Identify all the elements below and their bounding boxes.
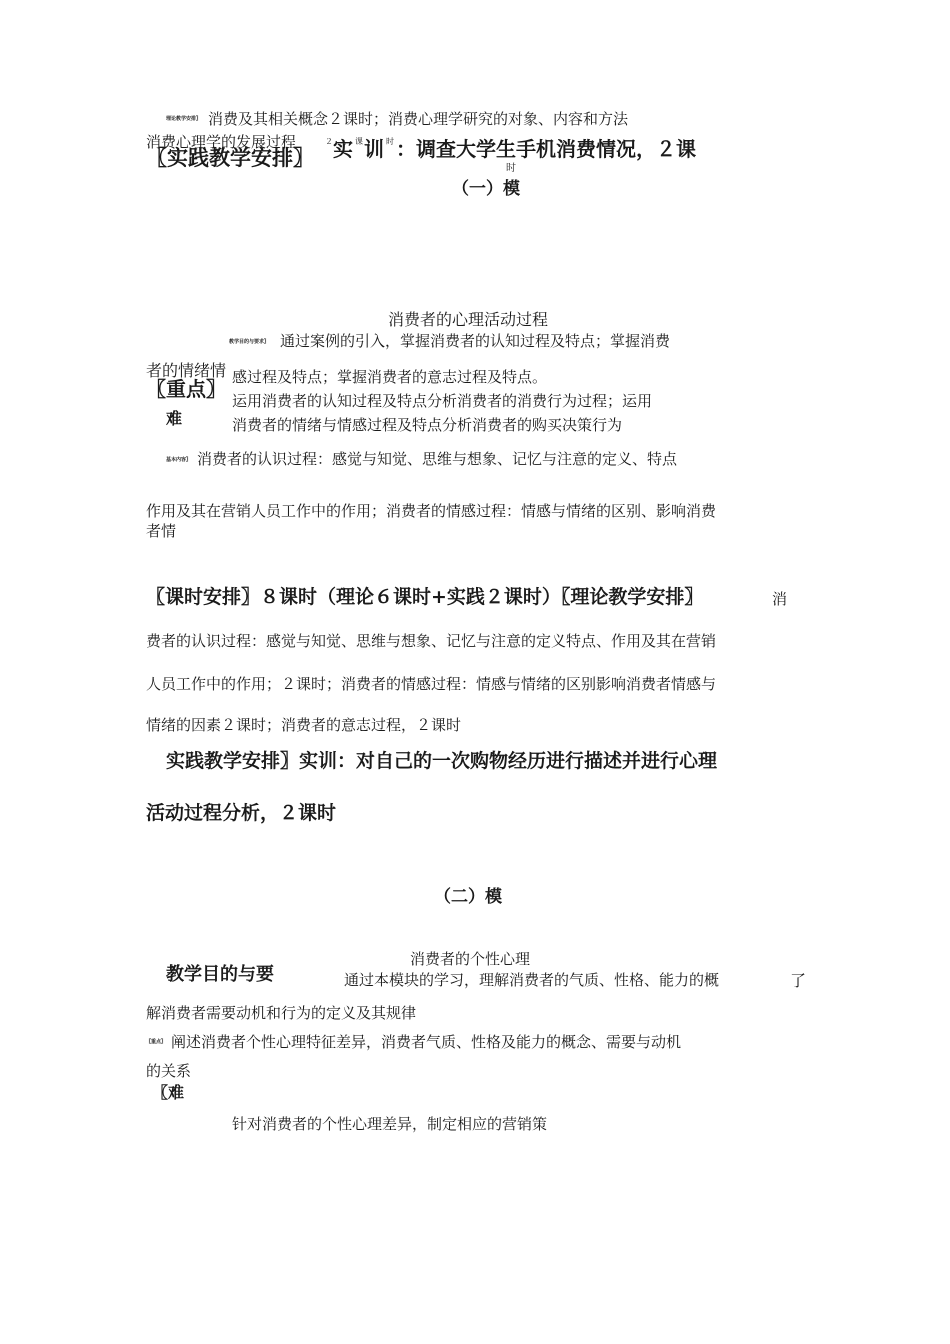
theory-line-2: 消费心理学的发展过程	[146, 133, 297, 151]
module-2-header: （二）模	[434, 887, 502, 907]
theory-arrangement-label: 理论教学安排〗	[166, 116, 202, 122]
hours-tail: 消	[772, 590, 788, 608]
superscript-2: ２	[325, 137, 333, 146]
module-2-line-5: 针对消费者的个性心理差异，制定相应的营销策	[232, 1115, 548, 1133]
goals-overlap-text: 者的情绪情	[146, 361, 227, 380]
module-2-le: 了	[790, 971, 807, 990]
theory-line-1: 消费及其相关概念２课时；消费心理学研究的对象、内容和方法	[208, 110, 629, 128]
content-line-2: 作用及其在营销人员工作中的作用；消费者的情感过程：情感与情绪的区别、影响消费	[146, 502, 717, 520]
module-2-line-1: 通过本模块的学习，理解消费者的气质、性格、能力的概	[344, 971, 720, 989]
goals-line-2: 感过程及特点；掌握消费者的意志过程及特点。	[232, 368, 548, 386]
practice-xun: 训	[364, 137, 384, 161]
goals-line-1: 通过案例的引入，掌握消费者的认知过程及特点；掌握消费	[280, 332, 671, 350]
superscript-shi: 时	[386, 137, 394, 146]
difficulty-heading: 难	[166, 409, 183, 428]
module-2-key-label: 〖重点〗	[146, 1039, 167, 1045]
hours-line-4: 情绪的因素２课时；消费者的意志过程，２课时	[146, 716, 462, 734]
superscript-ke: 课	[355, 137, 363, 146]
hours-line-3: 人员工作中的作用；２课时；消费者的情感过程：情感与情绪的区别影响消费者情感与	[146, 675, 717, 693]
practice-line-2: 活动过程分析，２课时	[146, 802, 337, 824]
practice-text: ：调查大学生手机消费情况，２课	[396, 137, 696, 161]
key-points-heading: 〖重点〗	[146, 377, 226, 401]
module-2-goals-heading: 教学目的与要	[166, 964, 274, 985]
practice-shi: 实	[333, 137, 353, 161]
module-2-title: 消费者的个性心理	[410, 950, 531, 968]
hours-heading: 〖课时安排〗８课时（理论６课时+实践２课时）〖理论教学安排〗	[146, 586, 704, 608]
hours-line-2: 费者的认识过程：感觉与知觉、思维与想象、记忆与注意的定义特点、作用及其在营销	[146, 632, 717, 650]
module-1-title: 消费者的心理活动过程	[388, 310, 549, 329]
module-2-line-4: 的关系	[146, 1062, 192, 1080]
practice-line-1: 实践教学安排〗实训：对自己的一次购物经历进行描述并进行心理	[166, 750, 718, 772]
goals-line-4: 消费者的情绪与情感过程及特点分析消费者的购买决策行为	[232, 416, 623, 434]
content-line-3: 者情	[146, 522, 177, 540]
tiny-mark: 时	[506, 163, 516, 174]
module-2-line-3: 阐述消费者个性心理特征差异，消费者气质、性格及能力的概念、需要与动机	[171, 1033, 682, 1051]
practice-arrangement-heading: 〖实践教学安排〗	[146, 146, 314, 170]
module-1-header: （一）模	[452, 179, 520, 199]
module-2-line-2: 解消费者需要动机和行为的定义及其规律	[146, 1004, 417, 1022]
module-2-difficulty-heading: 〖难	[152, 1083, 185, 1102]
goals-line-3: 运用消费者的认知过程及特点分析消费者的消费行为过程；运用	[232, 392, 653, 410]
basic-content-label: 基本内容〗	[166, 457, 192, 463]
content-line-1: 消费者的认识过程：感觉与知觉、思维与想象、记忆与注意的定义、特点	[197, 450, 678, 468]
goals-label: 教学目的与要求〗	[229, 339, 270, 345]
